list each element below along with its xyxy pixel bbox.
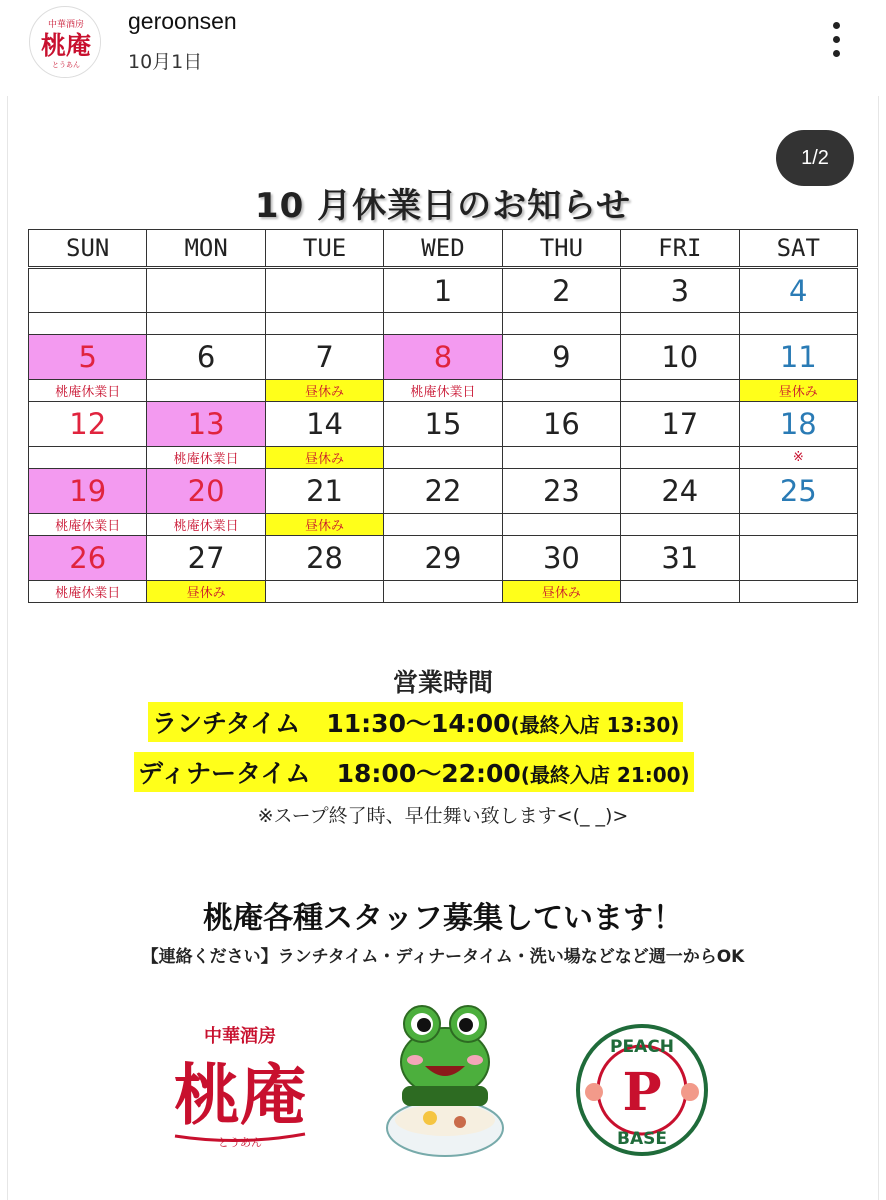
calendar-day-cell: 5 [29,335,147,380]
avatar-logo [30,7,101,78]
holiday-calendar [28,229,858,603]
calendar-note-cell [502,514,620,536]
calendar-note-cell [621,581,739,603]
calendar-week-row [29,402,858,447]
avatar-text-sub: とうあん [52,61,80,69]
calendar-note-cell: 昼休み [265,447,383,469]
calendar-note-cell [621,313,739,335]
calendar-note-cell: 昼休み [147,581,265,603]
hours-note: ※スープ終了時、早仕舞い致します<(_ _)> [257,805,629,827]
calendar-day-cell: 30 [502,536,620,581]
recruit-title: 桃庵各種スタッフ募集しています！ [203,901,683,936]
peach-base-letter: P [622,1062,662,1123]
calendar-day-cell [739,536,857,581]
calendar-note-cell [739,313,857,335]
peach-base-bottom: BASE [617,1129,667,1149]
calendar-note-cell: 昼休み [265,514,383,536]
calendar-note-cell: 桃庵休業日 [29,514,147,536]
calendar-note-cell: ※ [739,447,857,469]
calendar-note-cell [502,313,620,335]
calendar-note-cell [29,313,147,335]
calendar-day-cell: 27 [147,536,265,581]
calendar-day-cell: 23 [502,469,620,514]
calendar-day-cell: 22 [384,469,502,514]
avatar-text-top: 中華酒房 [47,20,85,30]
calendar-day-cell: 2 [502,268,620,313]
dinner-label: ディナータイム [138,759,311,788]
calendar-day-cell: 3 [621,268,739,313]
post-header [0,0,886,96]
calendar-day-cell: 26 [29,536,147,581]
dinner-last-entry: (最終入店 21:00) [520,763,690,787]
calendar-note-cell: 桃庵休業日 [29,380,147,402]
calendar-note-cell: 昼休み [739,380,857,402]
lunch-last-entry: (最終入店 13:30) [510,713,680,737]
calendar-note-cell [147,313,265,335]
calendar-day-cell: 6 [147,335,265,380]
lunch-time: 11:30〜14:00 [326,709,511,738]
recruit-subtitle: 【連絡ください】ランチタイム・ディナータイム・洗い場などなど週一からOK [141,947,745,967]
calendar-note-cell: 桃庵休業日 [147,447,265,469]
calendar-note-cell [621,514,739,536]
touan-logo-main: 桃庵 [174,1056,306,1134]
calendar-day-cell: 7 [265,335,383,380]
weekday-sun: SUN [29,230,147,268]
calendar-note-cell: 昼休み [265,380,383,402]
username[interactable]: geroonsen [128,8,237,34]
calendar-title: 10 月休業日のお知らせ [254,186,632,226]
calendar-note-cell [502,447,620,469]
calendar-day-cell: 31 [621,536,739,581]
calendar-note-cell [502,380,620,402]
calendar-note-cell [621,380,739,402]
calendar-day-cell: 20 [147,469,265,514]
calendar-note-cell [29,447,147,469]
dinner-hours [134,752,694,792]
calendar-note-cell [147,380,265,402]
calendar-day-cell: 15 [384,402,502,447]
weekday-fri: FRI [621,230,739,268]
weekday-thu: THU [502,230,620,268]
frog-ramen-mascot [380,1000,510,1160]
avatar[interactable] [29,6,101,78]
calendar-day-cell: 10 [621,335,739,380]
calendar-note-row [29,313,858,335]
calendar-day-cell: 24 [621,469,739,514]
hours-title: 営業時間 [392,668,493,697]
calendar-day-cell: 16 [502,402,620,447]
calendar-note-cell [265,313,383,335]
post-date: 10月1日 [128,51,203,73]
calendar-note-cell [384,514,502,536]
weekday-tue: TUE [265,230,383,268]
more-options-icon[interactable] [822,18,852,62]
calendar-day-cell: 11 [739,335,857,380]
image-counter: 1/2 [776,130,854,186]
dinner-time: 18:00〜22:00 [336,759,521,788]
calendar-week-row [29,536,858,581]
calendar-day-cell: 21 [265,469,383,514]
calendar-day-cell: 9 [502,335,620,380]
calendar-day-cell: 13 [147,402,265,447]
calendar-note-row [29,380,858,402]
calendar-note-cell [384,447,502,469]
peach-base-logo [574,1022,710,1158]
weekday-header-row [29,230,858,268]
calendar-note-row [29,447,858,469]
calendar-note-cell [384,313,502,335]
calendar-day-cell: 28 [265,536,383,581]
calendar-note-cell: 桃庵休業日 [384,380,502,402]
calendar-note-row [29,514,858,536]
calendar-day-cell [29,268,147,313]
calendar-day-cell: 17 [621,402,739,447]
calendar-note-row [29,581,858,603]
weekday-wed: WED [384,230,502,268]
peach-base-top: PEACH [610,1037,674,1057]
calendar-week-row [29,469,858,514]
calendar-note-cell [739,514,857,536]
lunch-label: ランチタイム [152,709,301,738]
calendar-day-cell: 4 [739,268,857,313]
calendar-note-cell [621,447,739,469]
calendar-day-cell: 25 [739,469,857,514]
calendar-week-row [29,335,858,380]
weekday-sat: SAT [739,230,857,268]
lunch-hours [148,702,683,742]
calendar-note-cell: 桃庵休業日 [29,581,147,603]
touan-logo [165,1018,315,1153]
calendar-day-cell: 12 [29,402,147,447]
calendar-note-cell [384,581,502,603]
calendar-note-cell: 昼休み [502,581,620,603]
calendar-note-cell [265,581,383,603]
calendar-note-cell: 桃庵休業日 [147,514,265,536]
calendar-week-row [29,268,858,313]
weekday-mon: MON [147,230,265,268]
calendar-day-cell [265,268,383,313]
calendar-note-cell [739,581,857,603]
avatar-text-main: 桃庵 [40,31,92,60]
touan-logo-top: 中華酒房 [204,1026,276,1047]
calendar-day-cell: 29 [384,536,502,581]
calendar-day-cell: 8 [384,335,502,380]
calendar-day-cell: 1 [384,268,502,313]
calendar-day-cell: 14 [265,402,383,447]
calendar-day-cell [147,268,265,313]
calendar-day-cell: 19 [29,469,147,514]
calendar-day-cell: 18 [739,402,857,447]
touan-logo-sub: とうあん [218,1136,262,1149]
